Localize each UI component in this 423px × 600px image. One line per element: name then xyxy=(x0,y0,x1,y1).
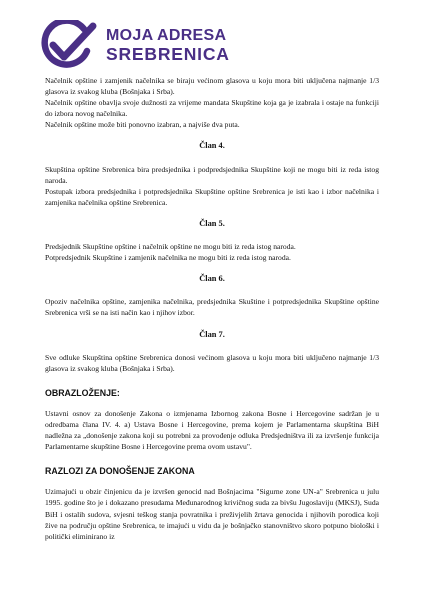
article-heading-7: Član 7. xyxy=(199,329,225,339)
paragraph-constitutional-basis: Ustavni osnov za donošenje Zakona o izmjenama Izbornog zakona Bosne i Hercegovine sadržan je u odredbama člana IV. 4. a) Ustava Bosne i Hercegovine, prema kojem je Parlamentarna skupština BiH nadležna za „donošenje zakona koji su potrebni za provođenje odluka Predsjedništva ili za izvršenje funkcija Parlamentarne skupštine Bosne i Hercegovine prema ovom ustavu". xyxy=(45,408,379,452)
paragraph-mayor-duties: Načelnik opštine obavlja svoje dužnosti za vrijeme mandata Skupštine koja ga je izabrala i ostaje na funkciji do izbora novog načelnika. xyxy=(45,98,379,119)
paragraph-reasons: Uzimajući u obzir činjenicu da je izvršen genocid nad Bošnjacima "Sigurne zone UN-a" Srebrenica u julu 1995. godine što je i dokazano presudama Međunarodnog krivičnog suda za bivšu Jugoslaviju (MKSJ), Suda BiH i ostalih sudova, svjesni teškog stanja povratnika i preživjelih žrtava genocida i njihovih porodica koji žive na području opštine Srebrenica, te imajući u vidu da je bošnjačko stanovništvo skoro potpuno biološki i politički eliminirano iz xyxy=(45,487,379,541)
paragraph-mayor-election: Načelnik opštine i zamjenik načelnika se biraju većinom glasova u koju mora biti uključena najmanje 1/3 glasova iz svakog kluba (Bošnjaka i Srba). xyxy=(45,76,379,97)
paragraph-president-mayor: Predsjednik Skupštine opštine i načelnik opštine ne mogu biti iz reda istog naroda. xyxy=(45,242,296,252)
section-heading-razlozi: RAZLOZI ZA DONOŠENJE ZAKONA xyxy=(45,466,195,477)
section-heading-obrazlozenje: OBRAZLOŽENJE: xyxy=(45,387,120,398)
logo-line-2: SREBRENICA xyxy=(106,44,230,65)
checkmark-circle-icon xyxy=(38,20,98,72)
paragraph-vice-president: Potpredsjednik Skupštine i zamjenik načelnika ne mogu biti iz reda istog naroda. xyxy=(45,253,291,263)
article-heading-5: Član 5. xyxy=(199,218,225,228)
paragraph-assembly-president: Skupština opštine Srebrenica bira predsjednika i podpredsjednika Skupštine koji ne mogu biti iz reda istog naroda. xyxy=(45,164,379,185)
paragraph-mayor-reelection: Načelnik opštine može biti ponovno izabran, a najviše dva puta. xyxy=(45,120,240,130)
paragraph-decisions: Sve odluke Skupština opštine Srebrenica donosi većinom glasova u koju mora biti uključeno najmanje 1/3 glasova iz svakog kluba (Bošnjaka i Srba). xyxy=(45,352,379,373)
moja-adresa-srebrenica-logo xyxy=(38,20,230,72)
paragraph-election-procedure: Postupak izbora predsjednika i potpredsjednika Skupštine opštine Srebrenica je isti kao i izbor načelnika i zamjenika načelnika opštine Srebrenica. xyxy=(45,186,379,207)
article-heading-6: Član 6. xyxy=(199,274,225,284)
article-heading-4: Član 4. xyxy=(199,141,225,151)
logo-wordmark xyxy=(106,28,230,64)
paragraph-recall: Opoziv načelnika opštine, zamjenika načelnika, predsjednika Skuštine i potpredsjednika Skupštine opštine Srebrenica vrši se na isti način kao i njihov izbor. xyxy=(45,297,379,318)
logo-line-1: MOJA ADRESA xyxy=(106,27,227,45)
document-body xyxy=(45,75,379,542)
